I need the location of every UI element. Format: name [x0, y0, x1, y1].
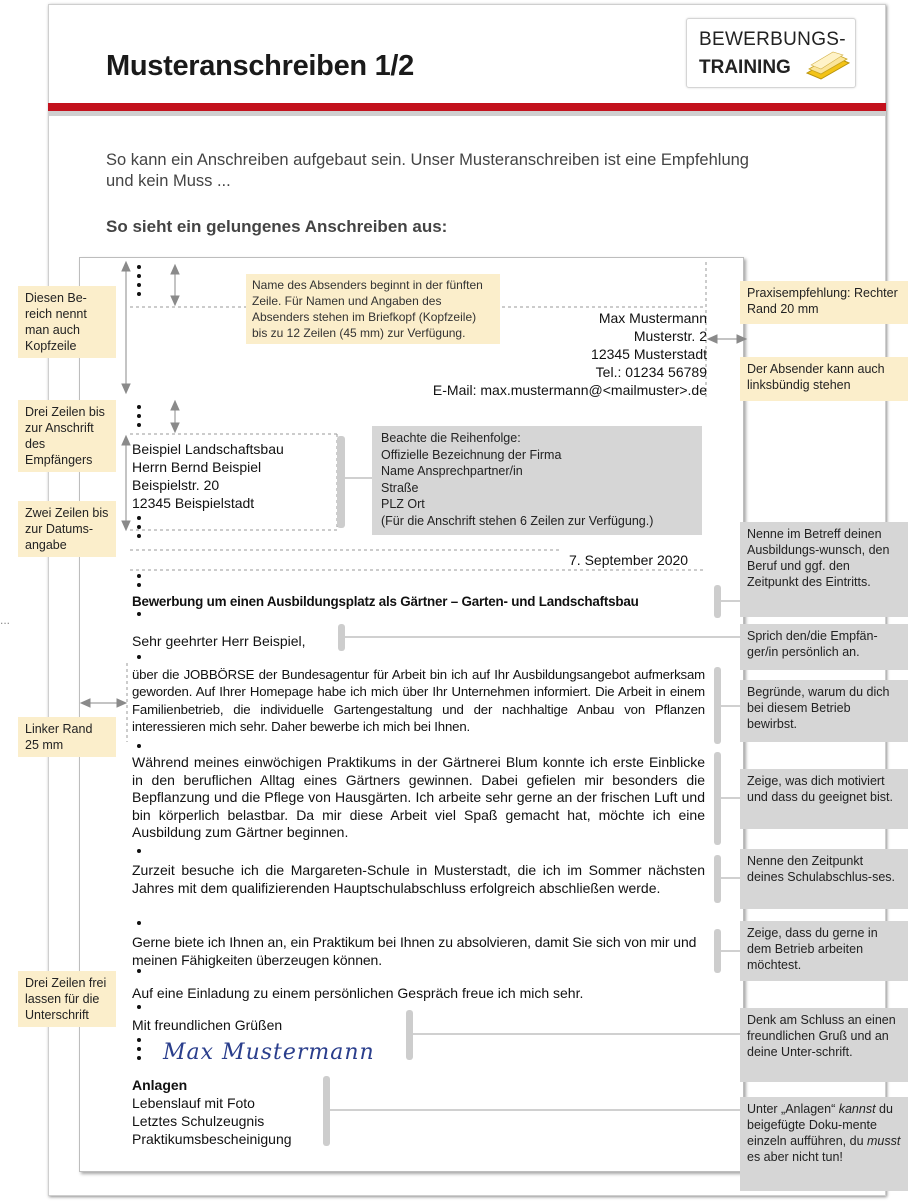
letter-paragraph: Auf eine Einladung zu einem persönlichen Gespräch freue ich mich sehr.: [132, 985, 584, 1001]
line-dots: [137, 1005, 141, 1014]
sender-block: [380, 309, 707, 399]
note-anlagen-emphasis: musst: [867, 1134, 901, 1148]
note-anlagen-text: du beigefügte Doku-mente einzeln aufführen, du: [747, 1102, 893, 1148]
recipient-block: [132, 440, 284, 512]
note-anlagen-text: es aber nicht tun!: [747, 1150, 843, 1164]
section-heading: So sieht ein gelungenes Anschreiben aus:: [106, 217, 448, 236]
letter-paragraph: Zurzeit besuche ich die Margareten-Schule in Musterstadt, die ich im Sommer nächsten Jahres mit dem qualifizierenden Hauptschulabschluss erfolgreich abschließen werde.: [132, 862, 705, 896]
note-linker-rand: Linker Rand 25 mm: [18, 717, 116, 757]
note-kopfzeile: Diesen Be-reich nennt man auch Kopfzeile: [18, 286, 116, 358]
sender-phone: Tel.: 01234 56789: [595, 364, 707, 380]
note-drei-zeilen: Drei Zeilen bis zur Anschrift des Empfängers: [18, 400, 116, 472]
note-schluss: Denk am Schluss an einen freundlichen Gruß und an deine Unter-schrift.: [740, 1008, 908, 1082]
letter-paragraph: Gerne biete ich Ihnen an, ein Praktikum bei Ihnen zu absolvieren, damit Sie sich von mir und meinen Fähigkeiten überzeugen können.: [132, 934, 697, 968]
intro-text: So kann ein Anschreiben aufgebaut sein. Unser Musteranschreiben ist eine Empfehlung und kein Muss ...: [106, 151, 749, 190]
letter-date: 7. September 2020: [569, 552, 689, 568]
note-zwei-zeilen: Zwei Zeilen bis zur Datums-angabe: [18, 501, 116, 557]
note-begruende: Begründe, warum du dich bei diesem Betrieb bewirbst.: [740, 680, 908, 742]
note-anlagen-text: Unter „Anlagen“: [747, 1102, 839, 1116]
letter-paragraph: über die JOBBÖRSE der Bundesagentur für Arbeit bin ich auf Ihr Ausbildungsangebot aufmerksam geworden. Auf Ihrer Homepage habe ich mich über Ihr Unternehmen informiert. Die Arbeit in einem Familienbetrieb, die individuelle Gartengestaltung und der nachhaltige Anbau von Pflanzen interessieren mich sehr. Daher bewerbe ich mich bei Ihnen.: [132, 667, 705, 734]
sender-street: Musterstr. 2: [633, 328, 707, 344]
sender-note: Name des Absenders beginnt in der fünften Zeile. Für Namen und Angaben des Absenders stehen im Briefkopf (Kopfzeile) bis zu 12 Zeilen (45 mm) zur Verfügung.: [246, 274, 500, 344]
line-dots: [137, 516, 141, 543]
logo-line2: TRAINING: [699, 57, 791, 78]
line-dots: [137, 612, 141, 621]
line-dots: [137, 405, 141, 432]
note-anlagen: [740, 1097, 908, 1191]
letter-salutation: Sehr geehrter Herr Beispiel,: [132, 633, 306, 649]
line-dots: [137, 921, 141, 930]
logo-line1: BEWERBUNGS-: [699, 29, 846, 50]
order-note-line: (Für die Anschrift stehen 6 Zeilen zur Verfügung.): [381, 513, 654, 528]
handwritten-signature: Max Mustermann: [163, 1040, 375, 1065]
note-gerne: Zeige, dass du gerne in dem Betrieb arbeiten möchtest.: [740, 921, 908, 981]
note-motiviert: Zeige, was dich motiviert und dass du geeignet bist.: [740, 769, 908, 829]
attachment-item: Lebenslauf mit Foto: [132, 1095, 255, 1111]
note-rechter-rand: Praxisempfehlung: Rechter Rand 20 mm: [740, 281, 908, 324]
line-dots: [137, 265, 141, 301]
sender-name: Max Mustermann: [598, 310, 707, 326]
order-note-line: Straße: [381, 480, 419, 495]
recipient-line: Beispiel Landschaftsbau: [132, 441, 284, 457]
letter-paragraph: Während meines einwöchigen Praktikums in der Gärtnerei Blum konnte ich erste Einblicke in den beruflichen Alltag eines Gärtners gewinnen. Dabei gefielen mir besonders die Bepflanzung und die Pflege von Hausgärten. Ich arbeite sehr gerne an der frischen Luft und bin körperlich belastbar. Da mir diese Arbeit viel Spaß gemacht hat, möchte ich eine Ausbildung zum Gärtner beginnen.: [132, 754, 705, 840]
recipient-order-note: [372, 426, 702, 535]
line-dots: [137, 574, 141, 592]
line-dots: [137, 849, 141, 858]
sender-email: E-Mail: max.mustermann@<mailmuster>.de: [432, 382, 707, 398]
attachments-heading: Anlagen: [132, 1077, 188, 1093]
line-dots: [137, 655, 141, 664]
order-note-line: Beachte die Reihenfolge:: [381, 431, 521, 445]
note-betreff: Nenne im Betreff deinen Ausbildungs-wunsch, den Beruf und ggf. den Zeitpunkt des Eintritts.: [740, 522, 908, 617]
recipient-line: Herrn Bernd Beispiel: [132, 459, 262, 475]
attachments-block: [132, 1076, 292, 1148]
recipient-line: Beispielstr. 20: [132, 477, 220, 493]
line-dots: [137, 744, 141, 753]
note-anrede: Sprich den/die Empfän-ger/in persönlich an.: [740, 624, 908, 670]
note-anlagen-emphasis: kannst: [838, 1102, 876, 1116]
letter-closing: Mit freundlichen Grüßen: [132, 1017, 283, 1033]
note-schulabschluss: Nenne den Zeitpunkt deines Schulabschlus-ses.: [740, 849, 908, 909]
sender-city: 12345 Musterstadt: [591, 346, 707, 362]
margin-ellipsis: ...: [0, 613, 11, 627]
note-unterschrift: Drei Zeilen frei lassen für die Unterschrift: [18, 971, 116, 1027]
attachment-item: Praktikumsbescheinigung: [132, 1131, 292, 1147]
order-note-line: PLZ Ort: [381, 497, 425, 511]
order-note-line: Offizielle Bezeichnung der Firma: [381, 447, 562, 462]
note-absender-links: Der Absender kann auch linksbündig stehen: [740, 357, 908, 401]
order-note-line: Name Ansprechpartner/in: [381, 464, 523, 478]
line-dots: [137, 969, 141, 978]
line-dots: [137, 1038, 141, 1065]
page-title: Musteranschreiben 1/2: [106, 50, 414, 82]
recipient-line: 12345 Beispielstadt: [132, 495, 255, 511]
attachment-item: Letztes Schulzeugnis: [132, 1113, 265, 1129]
letter-subject: Bewerbung um einen Ausbildungsplatz als Gärtner – Garten- und Landschaftsbau: [132, 594, 639, 609]
